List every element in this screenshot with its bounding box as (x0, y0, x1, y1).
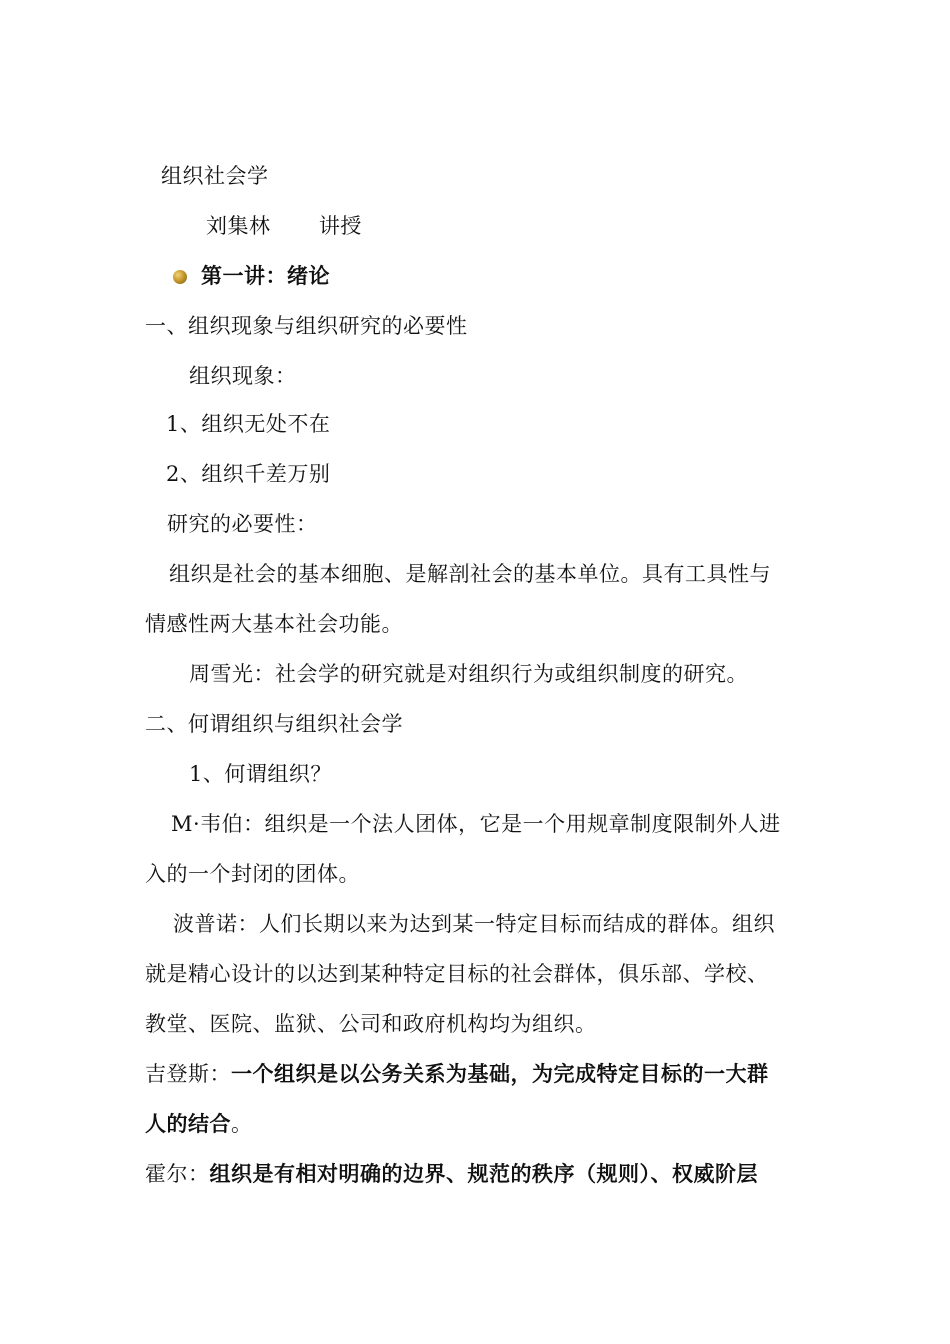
paragraph-line: 组织是社会的基本细胞、是解剖社会的基本单位。具有工具性与 (169, 562, 771, 586)
paragraph-line: 教堂、医院、监狱、公司和政府机构均为组织。 (145, 1012, 597, 1036)
bold-definition: 组织是有相对明确的边界、规范的秩序（规则）、权威阶层 (209, 1161, 758, 1186)
quote-zhou: 周雪光：社会学的研究就是对组织行为或组织制度的研究。 (189, 662, 748, 686)
list-item: 2、组织千差万别 (166, 462, 331, 486)
document-title: 组织社会学 (161, 164, 269, 188)
lecture-heading-text: 第一讲：绪论 (201, 263, 330, 288)
author-name: 刘集林 (206, 214, 271, 238)
section-2-heading: 二、何谓组织与组织社会学 (145, 712, 403, 736)
section-1-heading: 一、组织现象与组织研究的必要性 (145, 314, 468, 338)
paragraph-line (145, 1161, 758, 1187)
paragraph-line: M·韦伯：组织是一个法人团体，它是一个用规章制度限制外人进 (171, 812, 781, 836)
bold-definition: 一个组织是以公务关系为基础，为完成特定目标的一大群 (231, 1061, 769, 1086)
paragraph-line (145, 1111, 253, 1137)
subsection-heading: 1、何谓组织？ (189, 762, 332, 786)
paragraph-line (145, 1061, 769, 1087)
lecture-heading (173, 263, 330, 289)
paragraph-line: 入的一个封闭的团体。 (145, 862, 360, 886)
punctuation: 。 (231, 1112, 253, 1136)
list-item: 1、组织无处不在 (166, 412, 331, 436)
bold-definition: 人的结合 (145, 1111, 231, 1136)
speaker-name: 吉登斯： (145, 1062, 231, 1086)
speaker-name: 霍尔： (145, 1162, 210, 1186)
author-role: 讲授 (318, 214, 362, 238)
author-line (206, 213, 362, 239)
paragraph-line: 波普诺：人们长期以来为达到某一特定目标而结成的群体。组织 (173, 912, 775, 936)
phenomena-label: 组织现象： (189, 364, 297, 388)
paragraph-line: 情感性两大基本社会功能。 (145, 612, 403, 636)
necessity-label: 研究的必要性： (167, 512, 318, 536)
paragraph-line: 就是精心设计的以达到某种特定目标的社会群体，俱乐部、学校、 (145, 962, 769, 986)
bullet-icon (173, 270, 187, 284)
